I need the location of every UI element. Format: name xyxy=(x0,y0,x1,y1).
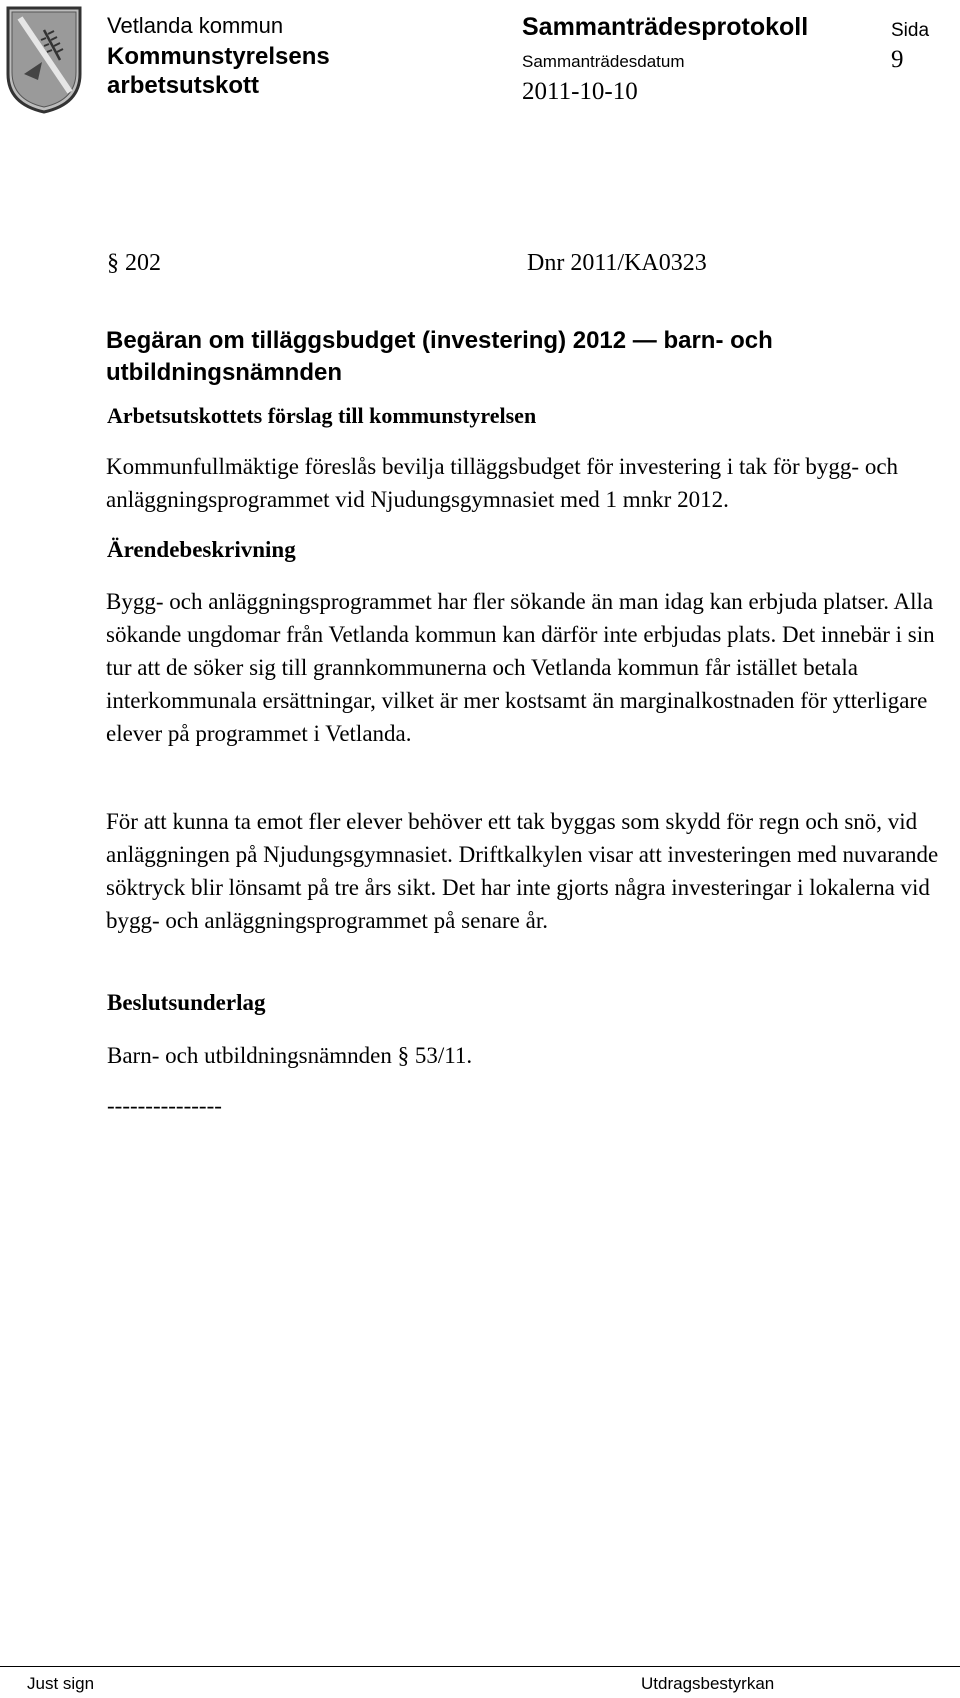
basis-heading: Beslutsunderlag xyxy=(107,990,266,1015)
certification-label: Utdragsbestyrkan xyxy=(641,1674,775,1693)
paragraph-number: § 202 xyxy=(107,250,161,276)
footer-divider xyxy=(0,1666,960,1667)
meeting-date-label: Sammanträdesdatum xyxy=(522,52,685,71)
separator-line: --------------- xyxy=(107,1093,222,1118)
diary-number: Dnr 2011/KA0323 xyxy=(527,250,707,276)
description-paragraph-2: För att kunna ta emot fler elever behöver ett tak byggas som skydd för regn och snö, vid anläggningen på Njudungsgymnasiet. Driftkalkylen visar att investeringen med nuvarande söktryck blir lönsamt på tre års sikt. Det har inte gjorts några investeringar i lokalerna vid bygg- och anläggningsprogrammet på senare år. xyxy=(106,809,939,933)
case-title: Begäran om tilläggsbudget (investering) 2012 — barn- och utbildningsnämnden xyxy=(106,327,773,386)
description-paragraph-1: Bygg- och anläggningsprogrammet har fler sökande än man idag kan erbjuda platser. Alla sökande ungdomar från Vetlanda kommun kan därför inte erbjudas plats. Det innebär i sin tur att de söker sig till grannkommunerna och Vetlanda kommun får istället betala interkommunala ersättningar, vilket är mer kostsamt än marginalkostnaden för ytterligare elever på programmet i Vetlanda. xyxy=(106,589,935,746)
municipality-name: Vetlanda kommun xyxy=(107,13,284,38)
committee-name xyxy=(107,42,330,100)
page-number: 9 xyxy=(891,46,904,73)
document-title: Sammanträdesprotokoll xyxy=(522,13,809,41)
proposal-text: Kommunfullmäktige föreslås bevilja tilläggsbudget för investering i tak för bygg- och anläggningsprogrammet vid Njudungsgymnasiet med 1 mnkr 2012. xyxy=(106,454,899,512)
basis-text: Barn- och utbildningsnämnden § 53/11. xyxy=(107,1043,473,1068)
committee-name-line2: arbetsutskott xyxy=(107,72,260,99)
description-heading: Ärendebeskrivning xyxy=(107,537,296,562)
meeting-date: 2011-10-10 xyxy=(522,78,638,105)
proposal-heading: Arbetsutskottets förslag till kommunstyrelsen xyxy=(107,403,537,428)
municipal-coat-of-arms-icon xyxy=(4,4,84,116)
committee-name-line1: Kommunstyrelsens xyxy=(107,43,330,70)
signature-label: Just sign xyxy=(27,1674,95,1693)
page-label: Sida xyxy=(891,20,930,41)
